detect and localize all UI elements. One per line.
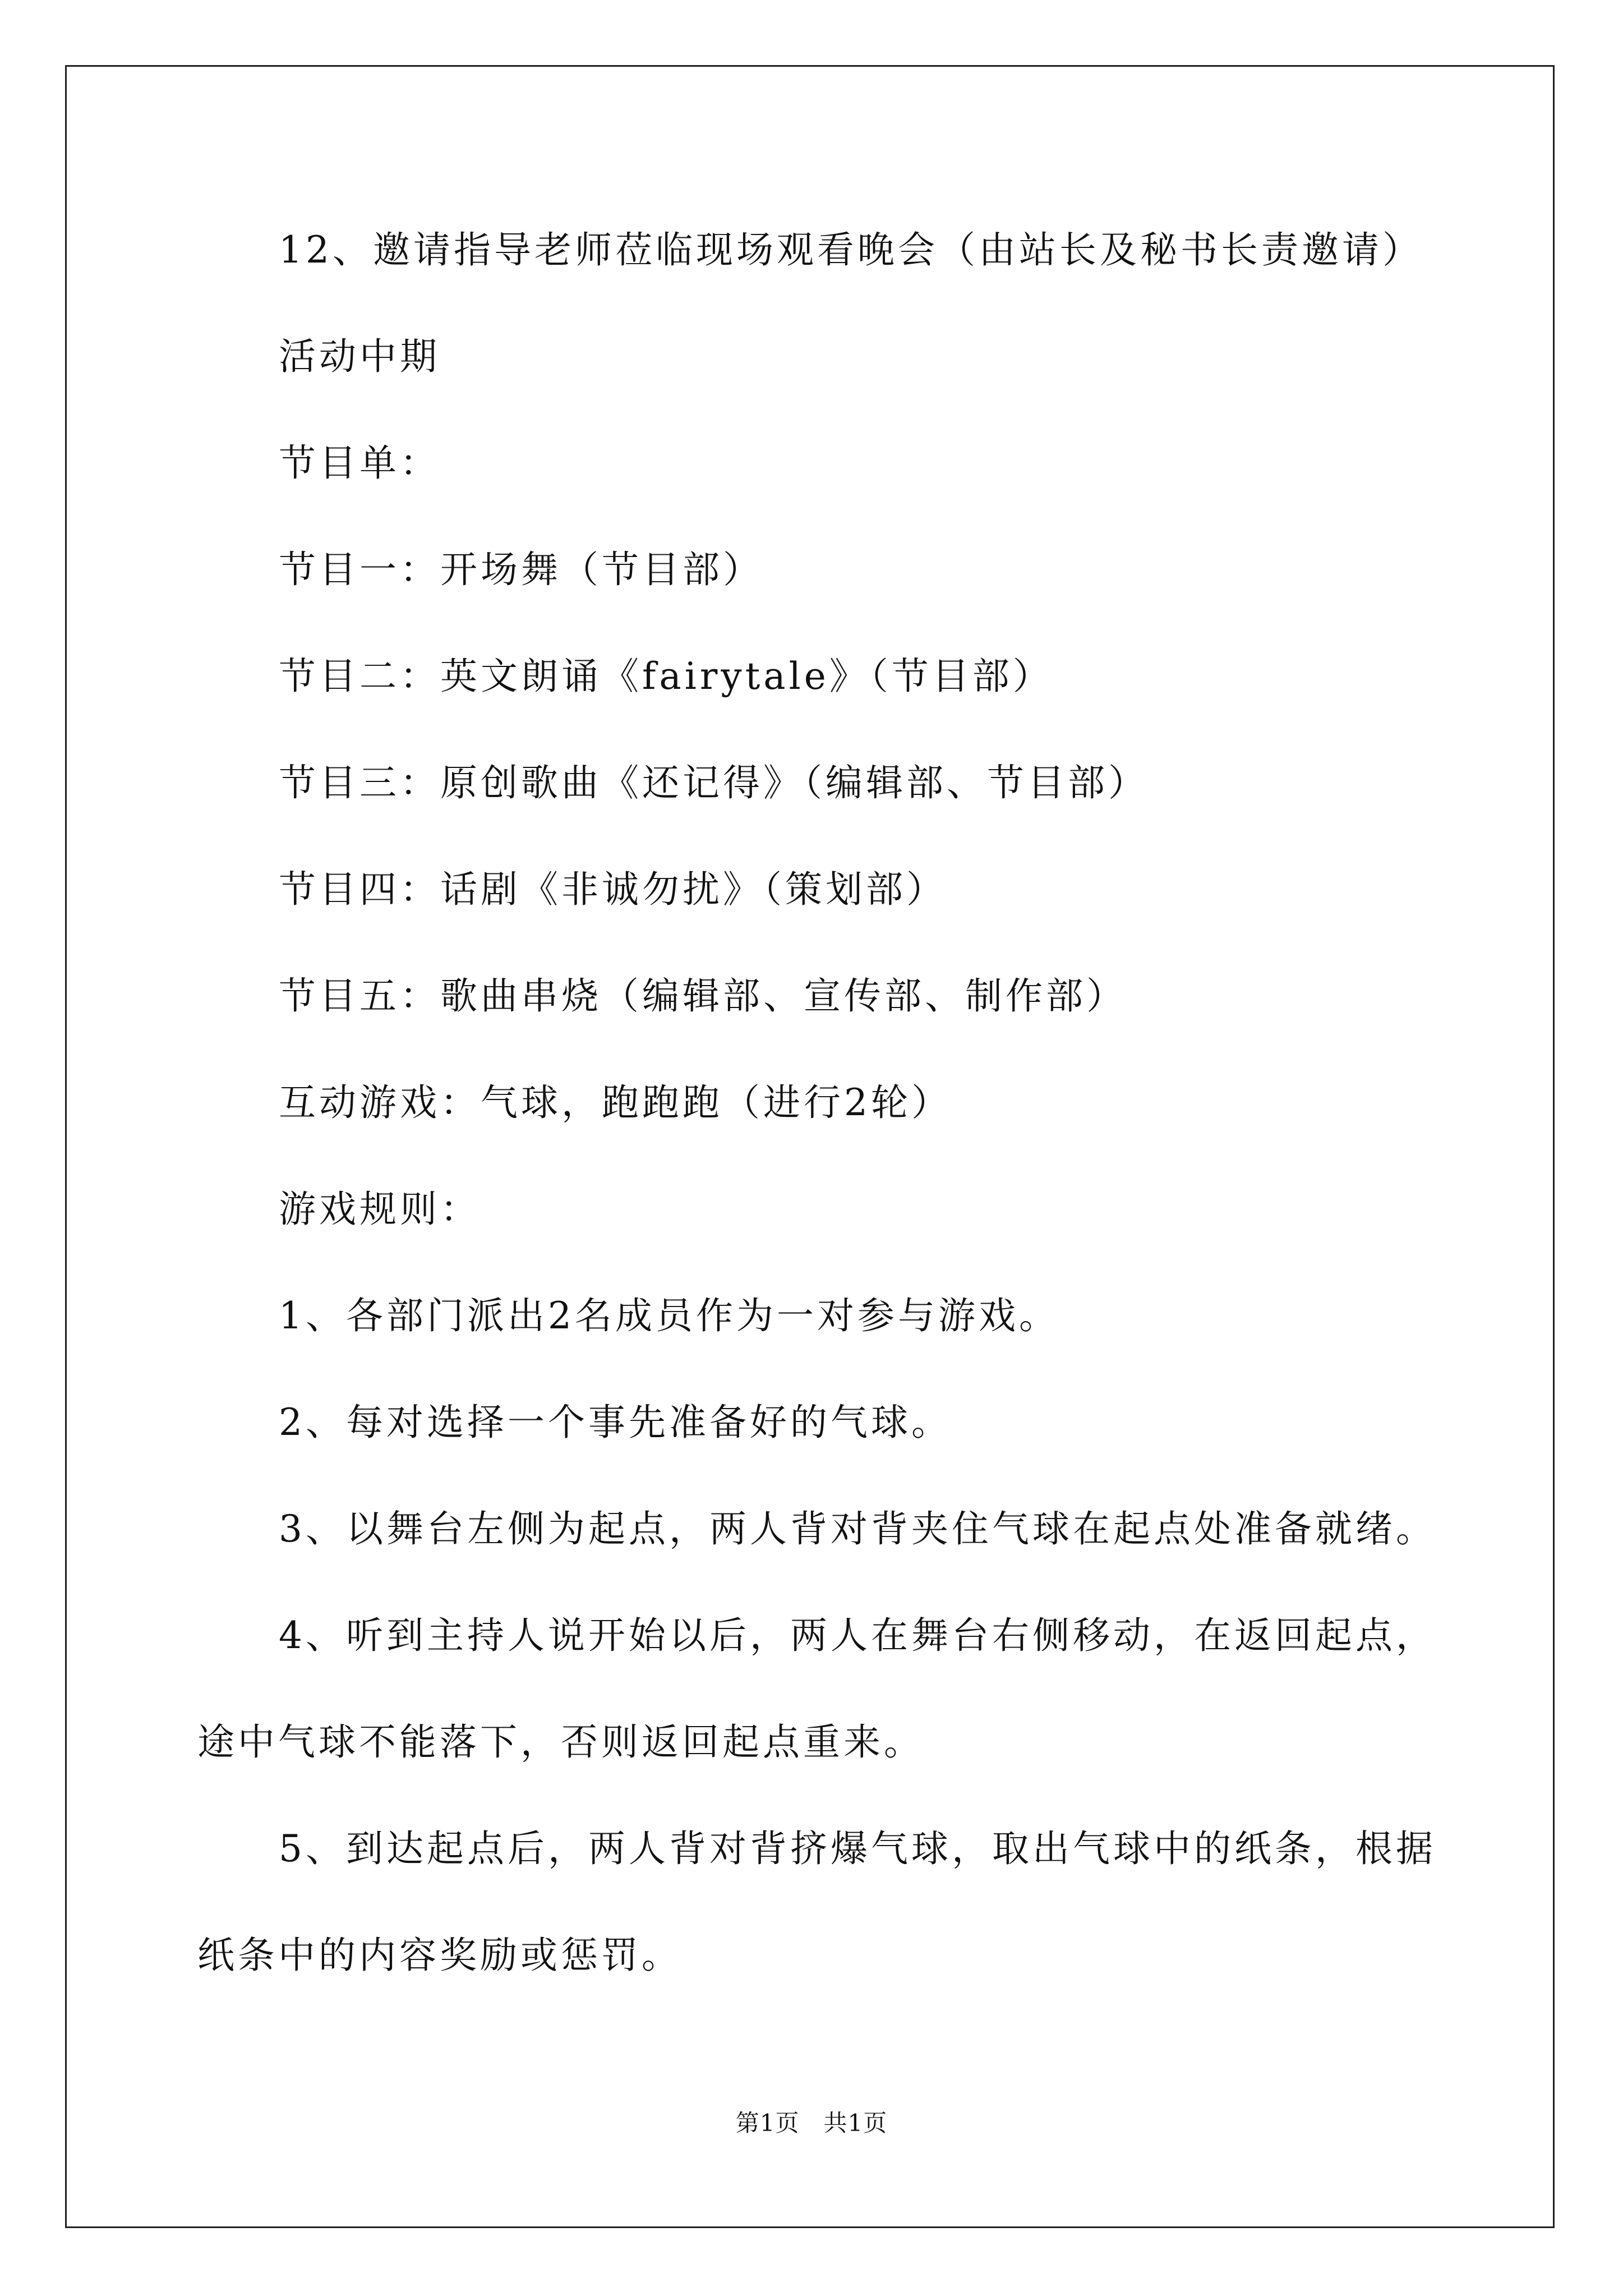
rule-4-line-2: 途中气球不能落下，否则返回起点重来。 — [197, 1720, 924, 1764]
rule-3: 3、以舞台左侧为起点，两人背对背夹住气球在起点处准备就绪。 — [279, 1507, 1436, 1550]
item-12-invite-teachers: 12、邀请指导老师莅临现场观看晚会（由站长及秘书长责邀请） — [279, 228, 1423, 272]
page-frame — [65, 65, 1555, 2228]
game-rules-heading: 游戏规则： — [279, 1188, 481, 1231]
rule-5-line-2: 纸条中的内容奖励或惩罚。 — [197, 1934, 682, 1977]
program-item-1: 节目一：开场舞（节目部） — [279, 548, 763, 591]
program-item-3: 节目三：原创歌曲《还记得》（编辑部、节目部） — [279, 761, 1149, 804]
rule-4-line-1: 4、听到主持人说开始以后，两人在舞台右侧移动，在返回起点， — [279, 1614, 1436, 1657]
rule-5-line-1: 5、到达起点后，两人背对背挤爆气球，取出气球中的纸条，根据 — [279, 1827, 1436, 1870]
section-heading-mid-phase: 活动中期 — [279, 335, 440, 378]
interactive-game-line: 互动游戏：气球，跑跑跑（进行2轮） — [279, 1081, 952, 1124]
program-item-4: 节目四：话剧《非诚勿扰》（策划部） — [279, 868, 947, 911]
program-list-heading: 节目单： — [279, 441, 440, 485]
program-item-5: 节目五：歌曲串烧（编辑部、宣传部、制作部） — [279, 974, 1127, 1018]
rule-1: 1、各部门派出2名成员作为一对参与游戏。 — [279, 1294, 1059, 1337]
page-footer: 第1页 共1页 — [735, 2109, 888, 2137]
program-item-2: 节目二：英文朗诵《fairytale》（节目部） — [279, 655, 1053, 698]
rule-2: 2、每对选择一个事先准备好的气球。 — [279, 1401, 952, 1444]
